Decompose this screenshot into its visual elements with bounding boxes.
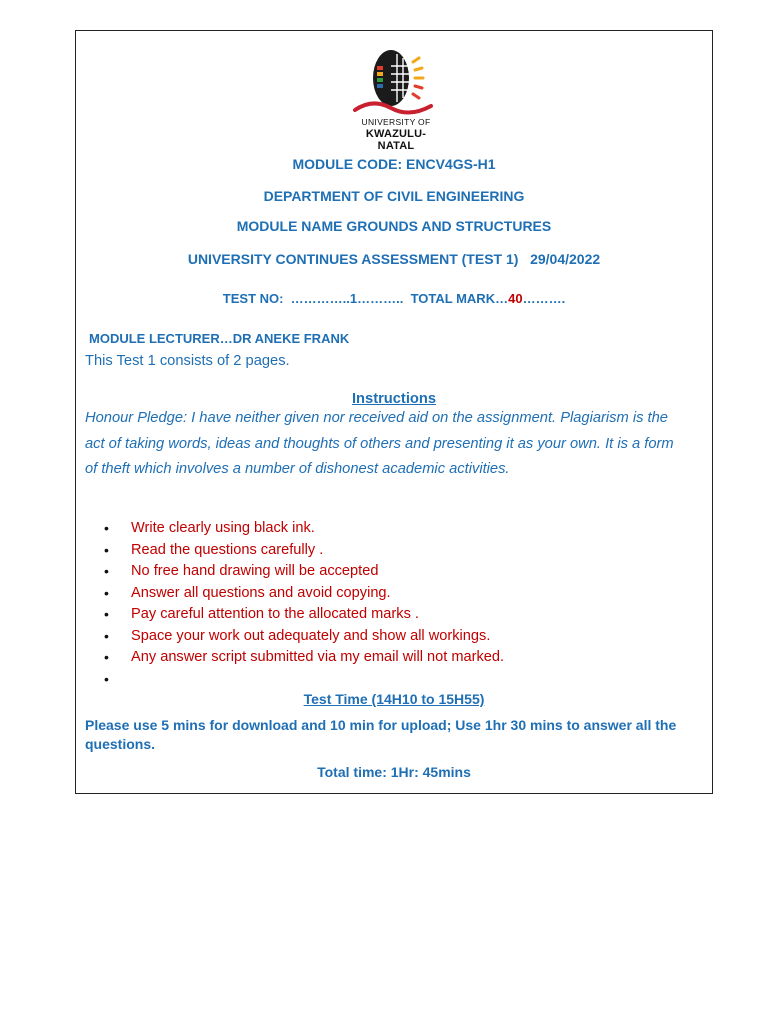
pages-note: This Test 1 consists of 2 pages.: [85, 353, 290, 369]
test-line: [75, 291, 713, 306]
bullet-icon: •: [104, 520, 109, 536]
test-line-suffix: ……….: [522, 291, 566, 306]
university-logo: [351, 44, 441, 152]
pledge-line: of theft which involves a number of dishonest academic activities.: [85, 461, 510, 477]
list-item: [104, 647, 504, 669]
list-item-text: Space your work out adequately and show all workings.: [131, 627, 491, 644]
logo-text-line1: UNIVERSITY OF: [361, 117, 431, 127]
upload-note: Please use 5 mins for download and 10 min for upload; Use 1hr 30 mins to answer all the questions.: [85, 717, 677, 752]
bullet-icon: •: [104, 670, 109, 687]
list-item: [104, 669, 504, 691]
bullet-icon: •: [104, 584, 109, 601]
assessment-title: UNIVERSITY CONTINUES ASSESSMENT (TEST 1) 29/04/2022: [187, 251, 601, 267]
list-item-text: Answer all questions and avoid copying.: [131, 584, 391, 601]
list-item: [104, 518, 504, 540]
list-item: [104, 604, 504, 626]
department: DEPARTMENT OF CIVIL ENGINEERING: [263, 188, 525, 204]
list-item-text: Any answer script submitted via my email will not marked.: [131, 649, 505, 665]
list-item: [104, 540, 504, 562]
bullet-icon: •: [104, 649, 109, 665]
ukzn-crest-icon: [351, 44, 441, 116]
instruction-list: [104, 518, 504, 690]
pledge-line: Honour Pledge: I have neither given nor received aid on the assignment. Plagiarism is the: [85, 410, 668, 426]
module-lecturer: MODULE LECTURER…DR ANEKE FRANK: [89, 331, 350, 346]
total-time: Total time: 1Hr: 45mins: [317, 764, 471, 780]
test-time: Test Time (14H10 to 15H55): [303, 691, 485, 707]
list-item-text: Read the questions carefully .: [131, 541, 324, 558]
module-code: MODULE CODE: ENCV4GS-H1: [292, 156, 496, 172]
list-item-text: Pay careful attention to the allocated marks .: [131, 606, 419, 622]
logo-text-line2: KWAZULU-NATAL: [365, 128, 427, 152]
test-no-and-mark-label: TEST NO: …………..1……….. TOTAL MARK…: [222, 291, 509, 306]
list-item: [104, 626, 504, 648]
bullet-icon: •: [104, 606, 109, 622]
pledge-line: act of taking words, ideas and thoughts of others and presenting it as your own. It is a form: [85, 435, 674, 452]
bullet-icon: •: [104, 627, 109, 644]
list-item-text: Write clearly using black ink.: [131, 520, 315, 536]
list-item: [104, 583, 504, 605]
total-mark-value: 40: [508, 291, 523, 306]
list-item-text: No free hand drawing will be accepted: [131, 563, 379, 579]
list-item: [104, 561, 504, 583]
honour-pledge: [85, 406, 705, 483]
bullet-icon: •: [104, 541, 109, 558]
module-name: MODULE NAME GROUNDS AND STRUCTURES: [236, 218, 552, 234]
instructions-heading: Instructions: [351, 391, 437, 407]
bullet-icon: •: [104, 563, 109, 579]
